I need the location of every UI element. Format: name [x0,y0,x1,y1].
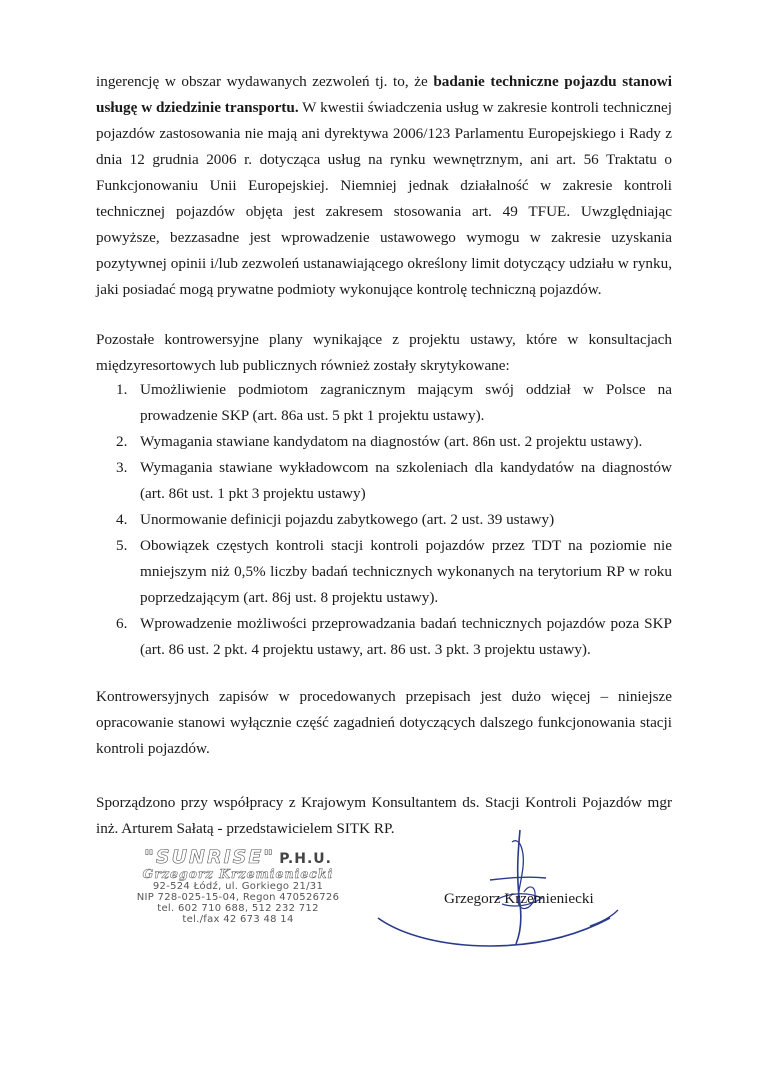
list-item-text: Umożliwienie podmiotom zagranicznym mającym swój oddział w Polsce na prowadzenie SKP (art. 86a ust. 5 pkt 1 projektu ustawy). [140,381,672,424]
list-item [96,533,672,611]
list-item-number: 2. [116,433,128,450]
list-item [96,611,672,663]
list-item-text: Wymagania stawiane wykładowcom na szkoleniach dla kandydatów na diagnostów (art. 86t ust. 1 pkt 3 projektu ustawy) [140,459,672,502]
paragraph1-bold-statement: badanie techniczne pojazdu stanowi usługę w dziedzinie transportu. [96,73,672,116]
stamp-phone: tel. 602 710 688, 512 232 712 [157,903,319,914]
list-item-text: Obowiązek częstych kontroli stacji kontroli pojazdów przez TDT na poziomie nie mniejszym niż 0,5% liczby badań technicznych wykonanych na terytorium RP w roku poprzedzającym (art. 86j ust. 8 projektu ustawy). [140,537,672,606]
paragraph1-rest: W kwestii świadczenia usług w zakresie kontroli technicznej pojazdów zastosowania nie mają ani dyrektywa 2006/123 Parlamentu Europejskiego i Rady z dnia 12 grudnia 2006 r. dotycząca usług na rynku wewnętrznym, ani art. 56 Traktatu o Funkcjonowaniu Unii Europejskiej. Niemniej jednak działalność w zakresie kontroli technicznej pojazdów objęta jest zakresem stosowania art. 49 TFUE. Uwzględniając powyższe, bezzasadne jest wprowadzenie ustawowego wymogu w zakresie uzyskania pozytywnej opinii i/lub zezwoleń ustanawiającego określony limit dotyczący udziału w rynku, jaki posiadać mogą prywatne podmioty wykonujące kontrolę techniczną pojazdów. [96,99,672,298]
list-item [96,429,672,455]
paragraph1-start: ingerencję w obszar wydawanych zezwoleń tj. to, że [96,73,434,90]
list-item-text: Wprowadzenie możliwości przeprowadzania badań technicznych pojazdów poza SKP (art. 86 ust. 2 pkt. 4 projektu ustawy, art. 86 ust. 3 pkt. 3 projektu ustawy). [140,615,672,658]
list-item-number: 1. [116,381,128,398]
stamp-nip-regon: NIP 728-025-15-04, Regon 470526726 [136,892,340,903]
paragraph-treaty-analysis [96,69,672,303]
stamp-address: 92-524 Łódź, ul. Gorkiego 21/31 [152,881,324,892]
list-item-number: 3. [116,459,128,476]
signer-name: Grzegorz Krzemieniecki [444,890,594,907]
paragraph-controversial-plans: Pozostałe kontrowersyjne plany wynikające z projektu ustawy, które w konsultacjach międzyresortowych lub publicznych również zostały skrytykowane: [96,331,672,374]
stamp-fax: tel./fax 42 673 48 14 [182,914,294,925]
paragraph-more-provisions: Kontrowersyjnych zapisów w procedowanych przepisach jest dużo więcej – niniejsze opracowanie stanowi wyłącznie część zagadnień dotyczących dalszego funkcjonowania stacji kontroli pojazdów. [96,688,672,757]
list-item [96,455,672,507]
list-item-number: 4. [116,511,128,528]
list-item [96,507,672,533]
stamp-owner: Grzegorz Krzemieniecki [142,866,334,881]
stamp-company-name: "SUNRISE" [144,846,276,868]
list-item-text: Wymagania stawiane kandydatom na diagnostów (art. 86n ust. 2 projektu ustawy). [140,433,643,450]
controversial-plans-list [96,377,672,663]
stamp-company-type: P.H.U. [279,851,332,867]
paragraph-prepared-with: Sporządzono przy współpracy z Krajowym Konsultantem ds. Stacji Kontroli Pojazdów mgr inż. Arturem Sałatą - przedstawicielem SITK RP. [96,794,672,837]
list-item-text: Unormowanie definicji pojazdu zabytkowego (art. 2 ust. 39 ustawy) [140,511,555,528]
company-stamp [118,846,358,925]
list-item-number: 5. [116,537,128,554]
list-item [96,377,672,429]
list-item-number: 6. [116,615,128,632]
